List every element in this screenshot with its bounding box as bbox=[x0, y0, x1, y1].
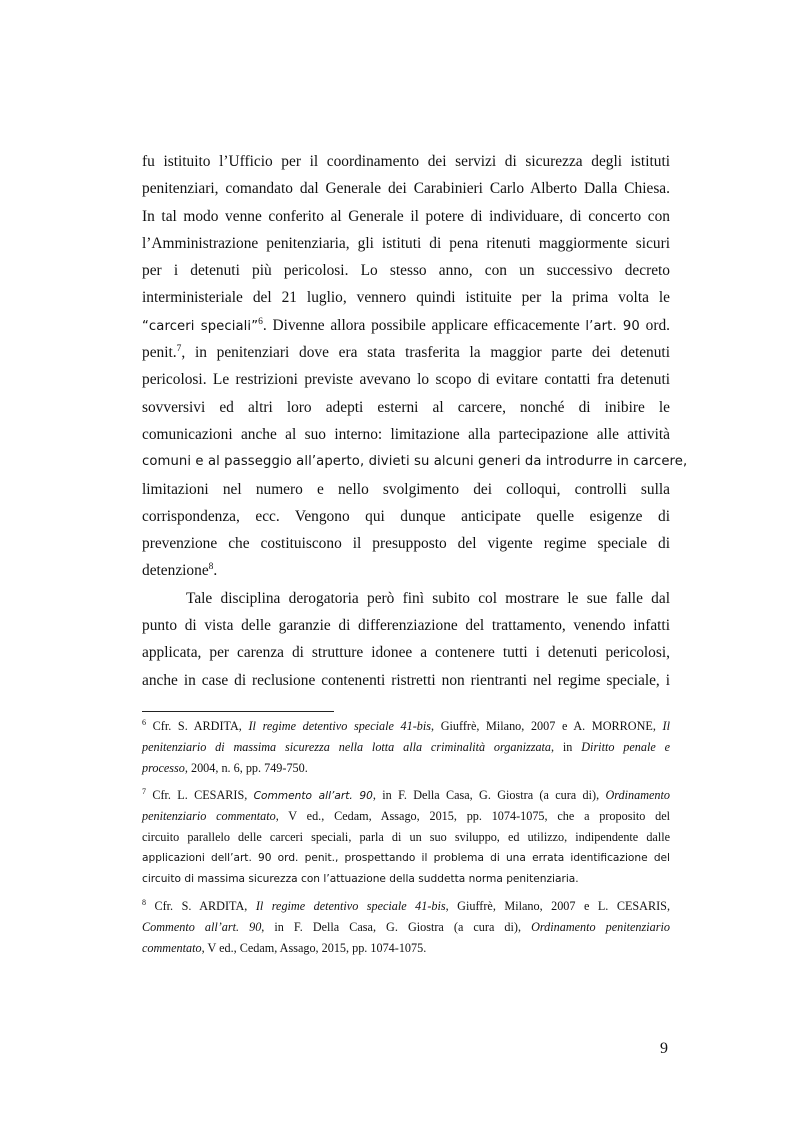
body-line: comuni e al passeggio all’aperto, divieti su alcuni generi da introdurre in carcere, bbox=[142, 454, 688, 470]
body-line: “carceri speciali”$^6$. Divenne allora possibile applicare efficacemente l’art. 90 ord. bbox=[142, 316, 670, 334]
footnote-ref-8: 8 bbox=[208, 562, 214, 573]
body-line: pericolosi. Le restrizioni previste avevano lo scopo di evitare contatti fra detenuti bbox=[142, 371, 670, 389]
quoted-term: “carceri speciali” bbox=[142, 318, 259, 334]
footnote-ref-6: 6 bbox=[258, 316, 263, 327]
body-line: per i detenuti più pericolosi. Lo stesso anno, con un successivo decreto bbox=[142, 262, 670, 280]
body-line: Tale disciplina derogatoria però finì subito col mostrare le sue falle dal bbox=[186, 589, 670, 607]
body-line: In tal modo venne conferito al Generale il potere di individuare, di concerto con bbox=[142, 207, 670, 225]
footnote-ref-7: 7 bbox=[176, 344, 182, 355]
body-line: l’Amministrazione penitenziaria, gli istituti di pena ritenuti maggiormente sicuri bbox=[142, 234, 670, 252]
body-line: prevenzione che costituiscono il presupposto del vigente regime speciale di bbox=[142, 535, 670, 553]
footnote-divider bbox=[142, 711, 334, 712]
body-line: detenzione$^8$. bbox=[142, 562, 218, 580]
body-line: penit.$^7$, in penitenziari dove era stata trasferita la maggior parte dei detenuti bbox=[142, 344, 670, 362]
body-line: sovversivi ed altri loro adepti esterni al carcere, nonché di inibire le bbox=[142, 398, 670, 416]
body-line: fu istituito l’Ufficio per il coordinamento dei servizi di sicurezza degli istituti bbox=[142, 153, 670, 170]
body-line: anche in case di reclusione contenenti ristretti non rientranti nel regime speciale, i bbox=[142, 671, 670, 689]
footnote-7: $^7$ Cfr. L. CESARIS, Commento all’art. 90, in F. Della Casa, G. Giostra (a cura di), Ordinamento penitenziario commentato, V ed., Cedam, Assago, 2015, pp. 1074-1075, che a proposito del circuito parallelo delle carceri speciali, parla di un suo sviluppo, ed utilizzo, indipendente dalle applicazioni dell’art. 90 ord. penit., prospettando il problema di una errata identificazione del circuito di massima sicurezza con l’attuazione della suddetta norma penitenziaria. bbox=[142, 786, 670, 886]
footnote-6: $^6$ Cfr. S. ARDITA, Il regime detentivo speciale 41-bis, Giuffrè, Milano, 2007 e A. MORRONE, Il penitenziario di massima sicurezza nella lotta alla criminalità organizzata, in Diritto penale e processo, 2004, n. 6, pp. 749-750. bbox=[142, 718, 671, 776]
body-text bbox=[142, 148, 688, 694]
body-line: punto di vista delle garanzie di differenziazione del trattamento, venendo infatti bbox=[142, 617, 670, 635]
body-line: corrispondenza, ecc. Vengono qui dunque anticipate quelle esigenze di bbox=[142, 507, 670, 525]
footnotes bbox=[142, 716, 670, 959]
page-number: 9 bbox=[660, 1040, 668, 1057]
article-ref: l’art. 90 bbox=[585, 318, 640, 334]
body-line: limitazioni nel numero e nello svolgimento dei colloqui, controlli sulla bbox=[142, 480, 670, 498]
body-line: interministeriale del 21 luglio, vennero quindi istituite per la prima volta le bbox=[142, 289, 670, 307]
footnote-8: $^8$ Cfr. S. ARDITA, Il regime detentivo speciale 41-bis, Giuffrè, Milano, 2007 e L. CESARIS, Commento all’art. 90, in F. Della Casa, G. Giostra (a cura di), Ordinamento penitenziario commentato, V ed., Cedam, Assago, 2015, pp. 1074-1075. bbox=[142, 897, 670, 955]
body-line: applicata, per carenza di strutture idonee a contenere tutti i detenuti pericolosi, bbox=[142, 644, 670, 662]
body-line: penitenziari, comandato dal Generale dei Carabinieri Carlo Alberto Dalla Chiesa. bbox=[142, 180, 670, 198]
body-line: comunicazioni anche al suo interno: limitazione alla partecipazione alle attività bbox=[142, 425, 670, 443]
